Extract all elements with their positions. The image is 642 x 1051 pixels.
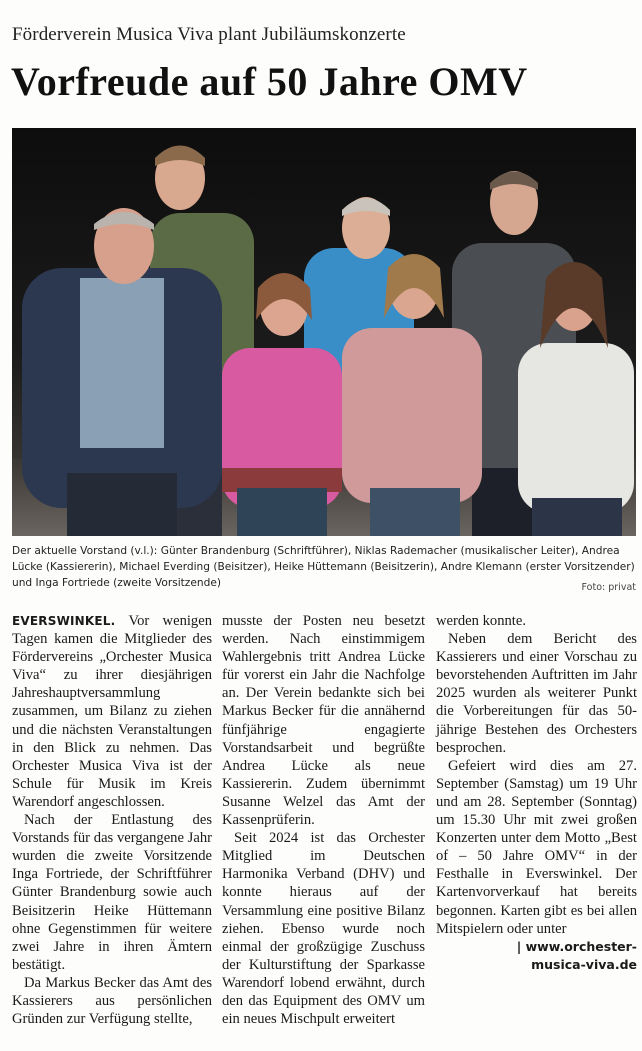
article-paragraph-1 bbox=[12, 612, 212, 811]
photo-credit: Foto: privat bbox=[581, 582, 636, 593]
article-paragraph-3-part-1 bbox=[12, 974, 212, 1028]
photo-caption: Der aktuelle Vorstand (v.l.): Günter Brandenburg (Schriftführer), Niklas Rademacher (musikalischer Leiter), Andrea Lücke (Kassiererin), Michael Everding (Beisitzer), Heike Hüttemann (Beisitzerin), Andre Klemann (erster Vorsitzender) und Inga Fortriede (zweite Vorsitzende) bbox=[12, 545, 635, 589]
article-headline: Vorfreude auf 50 Jahre OMV bbox=[11, 59, 528, 104]
article-column-2 bbox=[222, 612, 425, 1028]
article-paragraph-6: Gefeiert wird dies am 27. September (Samstag) um 19 Uhr und am 28. September (Sonntag) um 15.30 Uhr mit zwei großen Konzerten unter dem Motto „Best of – 50 Jahre OMV“ in der Festhalle in Everswinkel. Der Kartenvorverkauf hat bereits begonnen. Karten gibt es bei allen Mitspielern oder unter bbox=[436, 757, 637, 937]
article-paragraph-4-continued: werden konnte. bbox=[436, 613, 526, 629]
article-paragraph-2: Nach der Entlastung des Vorstands für das vergangene Jahr wurden die zweite Vorsitzende Inga Fortriede, der Schriftführer Günter Brandenburg sowie auch Beisitzerin Heike Hüttemann ohne Gegenstimmen für weitere zwei Jahre in ihren Ämtern bestätigt. bbox=[12, 812, 212, 973]
group-photo bbox=[12, 128, 636, 536]
website-link-line-2[interactable]: musica-viva.de bbox=[531, 956, 637, 972]
article-paragraph-4: Seit 2024 ist das Orchester Mitglied im Deutschen Harmonika Verband (DHV) und konnte hieraus auf der Versammlung eine positive Bilanz ziehen. Ebenso wurde noch einmal der großzügige Zuschuss der Kulturstiftung der Sparkasse Warendorf lobend erwähnt, durch den das Equipment des OMV um ein neues Mischpult erweitert bbox=[222, 830, 425, 1028]
website-link-line-1[interactable]: | www.orchester- bbox=[516, 938, 637, 954]
paragraph-3-text: Da Markus Becker das Amt des Kassierers aus persönlichen Gründen zur Verfügung stellte, bbox=[12, 974, 212, 1028]
paragraph-1-text: Vor wenigen Tagen kamen die Mitglieder des Fördervereins „Orchester Musica Viva“ zu ihrer diesjährigen Jahreshauptversammlung zusammen, um Bilanz zu ziehen und die nächsten Veranstaltungen in den Blick zu nehmen. Das Orchester Musica Viva ist der Schule für Musik im Kreis Warendorf angeschlossen. bbox=[12, 613, 212, 810]
article-column-3 bbox=[436, 612, 637, 974]
dateline: EVERSWINKEL. bbox=[12, 614, 116, 628]
article-kicker: Förderverein Musica Viva plant Jubiläumskonzerte bbox=[12, 24, 406, 45]
article-paragraph-5: Neben dem Bericht des Kassierers und einer Vorschau zu bevorstehenden Auftritten im Jahr 2025 wurden als weiterer Punkt die Vorbereitungen für das 50-jährige Bestehen des Orchesters besprochen. bbox=[436, 631, 637, 756]
article-column-1 bbox=[12, 612, 212, 1028]
article-paragraph-3-part-1-continued: musste der Posten neu besetzt werden. Nach einstimmigem Wahlergebnis tritt Andrea Lücke für vorerst ein Jahr die Nachfolge an. Der Verein bedankte sich bei Markus Becker für die annähernd fünfjährige engagierte Vorstandsarbeit und begrüßte Andrea Lücke als neue Kassiererin. Zudem übernimmt Susanne Welzel das Amt der Kassenprüferin. bbox=[222, 613, 425, 829]
